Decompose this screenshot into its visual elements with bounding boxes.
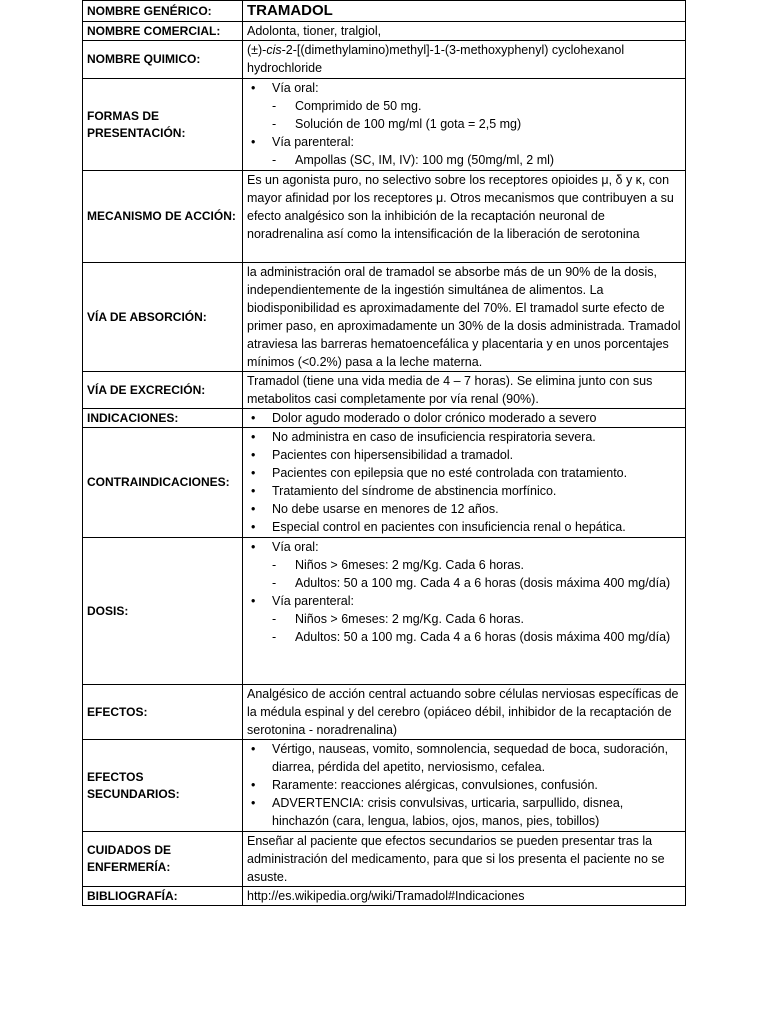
row-commercial-name (83, 22, 686, 41)
absorption-text: la administración oral de tramadol se absorbe más de un 90% de la dosis, independientemente de la ingestión simultánea de alimentos. La biodisponibilidad es aproximadamente del 70%. El tramadol surte efecto de primer paso, en aproximadamente un 30% de la dosis administrada. Tramadol atraviesa las barreras hematoencefálica y placentaria y en unos porcentajes mínimos (<0.2%) pasa a la leche materna. (243, 263, 686, 372)
dosage-item: - Niños > 6meses: 2 mg/Kg. Cada 6 horas. (247, 556, 681, 574)
bibliography-link[interactable]: http://es.wikipedia.org/wiki/Tramadol#Indicaciones (243, 887, 686, 906)
commercial-name-value: Adolonta, tioner, tralgiol, (243, 22, 686, 41)
side-effects-value (243, 740, 686, 832)
dosage-group (247, 538, 681, 556)
side-effect-item: • Raramente: reacciones alérgicas, convulsiones, confusión. (247, 776, 681, 794)
indication-item: • Dolor agudo moderado o dolor crónico moderado a severo (247, 409, 681, 427)
forms-item: - Comprimido de 50 mg. (247, 97, 681, 115)
forms-group-title: Vía oral: (272, 81, 319, 95)
contraindications-list (247, 428, 681, 536)
row-bibliography (83, 887, 686, 906)
row-effects (83, 685, 686, 740)
dosage-group-title: Vía parenteral: (272, 594, 354, 608)
dosage-list (247, 592, 681, 610)
forms-item: - Ampollas (SC, IM, IV): 100 mg (50mg/ml, 2 ml) (247, 151, 681, 169)
row-generic-name (83, 1, 686, 22)
bibliography-label: BIBLIOGRAFÍA: (83, 887, 243, 906)
mechanism-text: Es un agonista puro, no selectivo sobre los receptores opioides μ, δ y κ, con mayor afinidad por los receptores μ. Otros mecanismos que contribuyen a su efecto analgésico son la inhibición de la recaptación neuronal de noradrenalina así como la intensificación de la liberación de serotonina (243, 171, 686, 263)
indications-label: INDICACIONES: (83, 409, 243, 428)
forms-group (247, 79, 681, 97)
row-side-effects (83, 740, 686, 832)
mechanism-label: MECANISMO DE ACCIÓN: (83, 171, 243, 263)
effects-label: EFECTOS: (83, 685, 243, 740)
contraindication-item: • Tratamiento del síndrome de abstinencia morfínico. (247, 482, 681, 500)
chemical-prefix: (±)- (247, 43, 267, 57)
indications-value (243, 409, 686, 428)
contraindication-item: • Pacientes con hipersensibilidad a tramadol. (247, 446, 681, 464)
forms-group-title: Vía parenteral: (272, 135, 354, 149)
contraindications-label: CONTRAINDICACIONES: (83, 428, 243, 538)
side-effects-label: EFECTOS SECUNDARIOS: (83, 740, 243, 832)
row-forms (83, 79, 686, 171)
chemical-rest: -2-[(dimethylamino)methyl]-1-(3-methoxyphenyl) cyclohexanol hydrochloride (247, 43, 625, 75)
dosage-group-title: Vía oral: (272, 540, 319, 554)
dosage-value (243, 538, 686, 685)
forms-list (247, 133, 681, 151)
dosage-sublist (247, 610, 681, 646)
forms-sublist (247, 151, 681, 169)
contraindications-value (243, 428, 686, 538)
commercial-name-label: NOMBRE COMERCIAL: (83, 22, 243, 41)
excretion-text: Tramadol (tiene una vida media de 4 – 7 horas). Se elimina junto con sus metabolitos casi completamente por vía renal (90%). (243, 372, 686, 409)
dosage-sublist (247, 556, 681, 592)
absorption-label: VÍA DE ABSORCIÓN: (83, 263, 243, 372)
dosage-item: - Adultos: 50 a 100 mg. Cada 4 a 6 horas (dosis máxima 400 mg/día) (247, 628, 681, 646)
dosage-group (247, 592, 681, 610)
row-chemical-name (83, 41, 686, 79)
dosage-list (247, 538, 681, 556)
dosage-item: - Niños > 6meses: 2 mg/Kg. Cada 6 horas. (247, 610, 681, 628)
effects-text: Analgésico de acción central actuando sobre células nerviosas específicas de la médula espinal y del cerebro (opiáceo débil, inhibidor de la recaptación de serotonina - noradrenalina) (243, 685, 686, 740)
drug-info-table (82, 0, 686, 906)
chemical-cis: cis (266, 43, 282, 57)
forms-value (243, 79, 686, 171)
forms-list (247, 79, 681, 97)
row-absorption (83, 263, 686, 372)
generic-name-label: NOMBRE GENÉRICO: (83, 1, 243, 22)
row-excretion (83, 372, 686, 409)
contraindication-item: • Especial control en pacientes con insuficiencia renal o hepática. (247, 518, 681, 536)
excretion-label: VÍA DE EXCRECIÓN: (83, 372, 243, 409)
chemical-name-value (243, 41, 686, 79)
nursing-text: Enseñar al paciente que efectos secundarios se pueden presentar tras la administración del medicamento, para que si los presenta el paciente no se asuste. (243, 832, 686, 887)
forms-item: - Solución de 100 mg/ml (1 gota = 2,5 mg) (247, 115, 681, 133)
generic-name-value: TRAMADOL (243, 1, 686, 22)
side-effect-item: • ADVERTENCIA: crisis convulsivas, urticaria, sarpullido, disnea, hinchazón (cara, lengua, labios, ojos, manos, pies, tobillos) (247, 794, 681, 830)
forms-group (247, 133, 681, 151)
contraindication-item: • No debe usarse en menores de 12 años. (247, 500, 681, 518)
dosage-label: DOSIS: (83, 538, 243, 685)
indications-list (247, 409, 681, 427)
row-indications (83, 409, 686, 428)
contraindication-item: • No administra en caso de insuficiencia respiratoria severa. (247, 428, 681, 446)
side-effect-item: • Vértigo, nauseas, vomito, somnolencia, sequedad de boca, sudoración, diarrea, pérdida del apetito, nerviosismo, cefalea. (247, 740, 681, 776)
forms-sublist (247, 97, 681, 133)
row-mechanism (83, 171, 686, 263)
forms-label: FORMAS DE PRESENTACIÓN: (83, 79, 243, 171)
dosage-item: - Adultos: 50 a 100 mg. Cada 4 a 6 horas (dosis máxima 400 mg/día) (247, 574, 681, 592)
row-dosage (83, 538, 686, 685)
row-nursing (83, 832, 686, 887)
nursing-label: CUIDADOS DE ENFERMERÍA: (83, 832, 243, 887)
contraindication-item: • Pacientes con epilepsia que no esté controlada con tratamiento. (247, 464, 681, 482)
row-contraindications (83, 428, 686, 538)
side-effects-list (247, 740, 681, 830)
chemical-name-label: NOMBRE QUIMICO: (83, 41, 243, 79)
